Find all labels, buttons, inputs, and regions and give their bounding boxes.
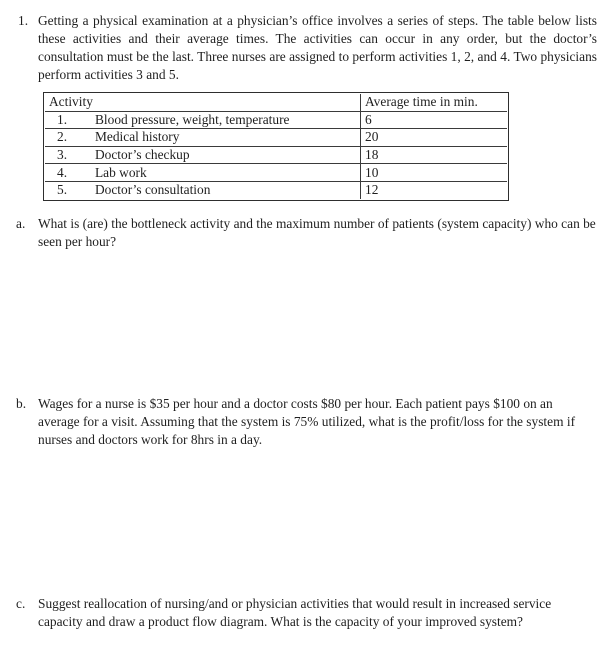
table-header-activity: Activity bbox=[45, 94, 361, 111]
activity-number: 1. bbox=[57, 111, 68, 127]
activity-number: 2. bbox=[57, 129, 68, 145]
activity-cell bbox=[45, 111, 361, 129]
question-c-text: Suggest reallocation of nursing/and or physician activities that would result in increased service capacity and draw a product flow diagram. What is the capacity of your improved system? bbox=[38, 596, 552, 629]
activity-cell bbox=[45, 146, 361, 164]
question-a-text: What is (are) the bottleneck activity and the maximum number of patients (system capacity) who can be seen per hour? bbox=[38, 216, 596, 249]
activity-number: 3. bbox=[57, 147, 68, 163]
activities-table-grid bbox=[45, 94, 507, 199]
problem-number: 1. bbox=[18, 13, 29, 28]
activity-number: 4. bbox=[57, 164, 68, 180]
question-c-letter: c. bbox=[16, 596, 26, 611]
activity-time: 6 bbox=[361, 111, 508, 129]
activities-table bbox=[43, 92, 509, 201]
activity-time: 20 bbox=[361, 129, 508, 147]
question-c bbox=[16, 595, 596, 631]
activity-number: 5. bbox=[57, 182, 68, 198]
activity-cell bbox=[45, 129, 361, 147]
activity-name: Medical history bbox=[95, 129, 180, 145]
table-row bbox=[45, 164, 507, 182]
question-b-text: Wages for a nurse is $35 per hour and a doctor costs $80 per hour. Each patient pays $100 on an average for a visit. Assuming that the system is 75% utilized, what is the profit/loss for the system if nurses and doctors work for 8hrs in a day. bbox=[38, 396, 576, 447]
table-row bbox=[45, 111, 507, 129]
problem-statement bbox=[18, 12, 597, 84]
table-row bbox=[45, 181, 507, 198]
activity-cell bbox=[45, 164, 361, 182]
activity-time: 10 bbox=[361, 164, 508, 182]
problem-text: Getting a physical examination at a physician’s office involves a series of steps. The table below lists these activities and their average times. The activities can occur in any order, but the doctor’s consultation must be the last. Three nurses are assigned to perform activities 1, 2, and 4. Two physicians perform activities 3 and 5. bbox=[38, 13, 597, 82]
table-header-time: Average time in min. bbox=[361, 94, 508, 111]
question-a-letter: a. bbox=[16, 216, 26, 231]
activity-time: 18 bbox=[361, 146, 508, 164]
question-b-letter: b. bbox=[16, 396, 27, 411]
activity-name: Lab work bbox=[95, 164, 147, 180]
activity-name: Doctor’s checkup bbox=[95, 147, 190, 163]
activity-name: Doctor’s consultation bbox=[95, 182, 211, 198]
table-row bbox=[45, 146, 507, 164]
activity-name: Blood pressure, weight, temperature bbox=[95, 111, 290, 127]
activity-time: 12 bbox=[361, 181, 508, 198]
table-header-row bbox=[45, 94, 507, 111]
activity-cell bbox=[45, 181, 361, 198]
question-b bbox=[16, 395, 596, 449]
question-a bbox=[16, 215, 596, 251]
table-row bbox=[45, 129, 507, 147]
